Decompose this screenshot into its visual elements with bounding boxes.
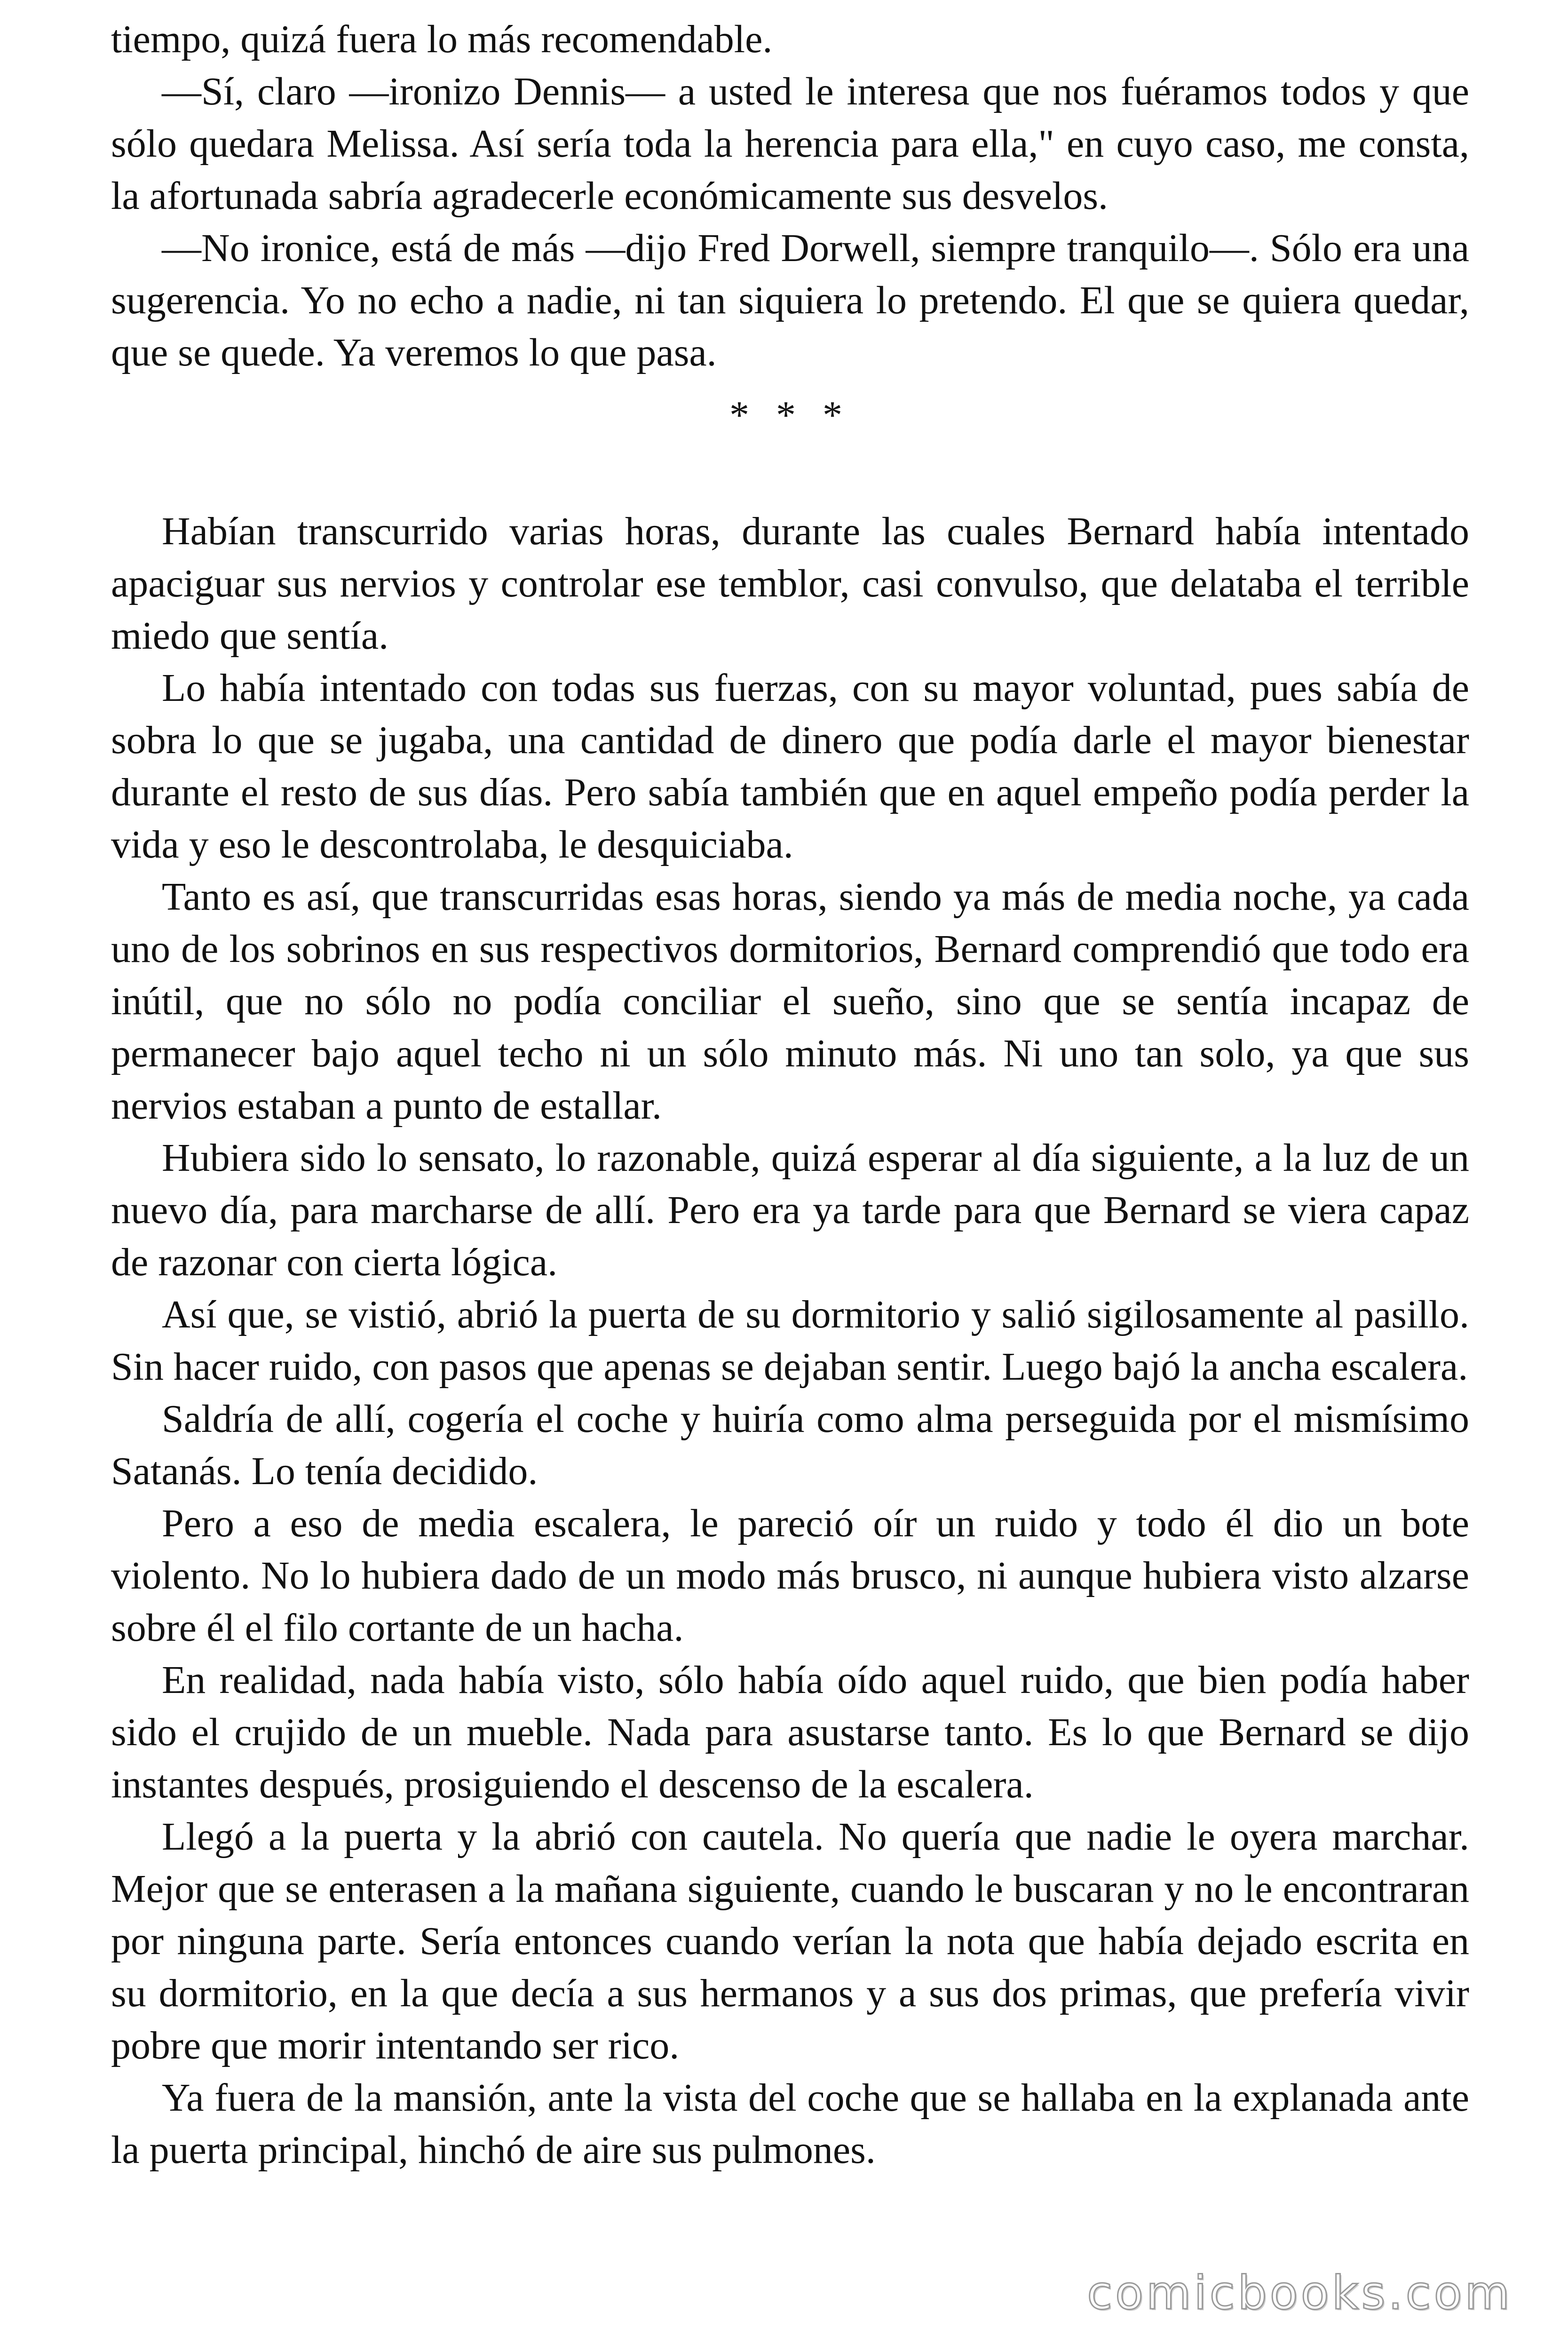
paragraph: Lo había intentado con todas sus fuerzas, con su mayor voluntad, pues sabía de sobra lo que se jugaba, una cantidad de dinero que podía darle el mayor bienestar durante el resto de sus días. Pero sabía también que en aquel empeño podía perder la vida y eso le descontrolaba, le desquiciaba. bbox=[111, 666, 1469, 866]
paragraph: Habían transcurrido varias horas, durante las cuales Bernard había intentado apaciguar sus nervios y controlar ese temblor, casi convulso, que delataba el terrible miedo que sentía. bbox=[111, 509, 1469, 658]
paragraph: Tanto es así, que transcurridas esas horas, siendo ya más de media noche, ya cada uno de los sobrinos en sus respectivos dormitorios, Bernard comprendió que todo era inútil, que no sólo no podía conciliar el sueño, sino que se sentía incapaz de permanecer bajo aquel techo ni un sólo minuto más. Ni uno tan solo, ya que sus nervios estaban a punto de estallar. bbox=[111, 875, 1469, 1128]
paragraph: Llegó a la puerta y la abrió con cautela. No quería que nadie le oyera marchar. Mejor que se enterasen a la mañana siguiente, cuando le buscaran y no le encontraran por ninguna parte. Sería entonces cuando verían la nota que había dejado escrita en su dormitorio, en la que decía a sus hermanos y a sus dos primas, que prefería vivir pobre que morir intentando ser rico. bbox=[111, 1815, 1469, 2067]
text-block-top bbox=[111, 13, 1469, 379]
watermark-logo: comicbooks.com bbox=[1087, 2266, 1513, 2320]
paragraph: —Sí, claro —ironizo Dennis— a usted le interesa que nos fuéramos todos y que sólo quedara Melissa. Así sería toda la herencia para ella," en cuyo caso, me consta, la afortunada sabría agradecerle económicamente sus desvelos. bbox=[111, 70, 1469, 218]
paragraph: tiempo, quizá fuera lo más recomendable. bbox=[111, 17, 773, 61]
text-block-bottom bbox=[111, 505, 1469, 2176]
paragraph: Ya fuera de la mansión, ante la vista del coche que se hallaba en la explanada ante la puerta principal, hinchó de aire sus pulmones. bbox=[111, 2076, 1469, 2172]
scene-separator: * * * bbox=[729, 393, 851, 437]
paragraph: Así que, se vistió, abrió la puerta de su dormitorio y salió sigilosamente al pasillo. Sin hacer ruido, con pasos que apenas se dejaban sentir. Luego bajó la ancha escalera. bbox=[111, 1293, 1469, 1389]
book-page bbox=[111, 13, 1469, 2176]
paragraph: Pero a eso de media escalera, le pareció oír un ruido y todo él dio un bote violento. No lo hubiera dado de un modo más brusco, ni aunque hubiera visto alzarse sobre él el filo cortante de un hacha. bbox=[111, 1502, 1469, 1650]
paragraph: En realidad, nada había visto, sólo había oído aquel ruido, que bien podía haber sido el crujido de un mueble. Nada para asustarse tanto. Es lo que Bernard se dijo instantes después, prosiguiendo el descenso de la escalera. bbox=[111, 1658, 1469, 1806]
paragraph: —No ironice, está de más —dijo Fred Dorwell, siempre tranquilo—. Sólo era una sugerencia. Yo no echo a nadie, ni tan siquiera lo pretendo. El que se quiera quedar, que se quede. Ya veremos lo que pasa. bbox=[111, 226, 1469, 374]
paragraph: Saldría de allí, cogería el coche y huiría como alma perseguida por el mismísimo Satanás. Lo tenía decidido. bbox=[111, 1397, 1469, 1493]
paragraph: Hubiera sido lo sensato, lo razonable, quizá esperar al día siguiente, a la luz de un nuevo día, para marcharse de allí. Pero era ya tarde para que Bernard se viera capaz de razonar con cierta lógica. bbox=[111, 1136, 1469, 1284]
